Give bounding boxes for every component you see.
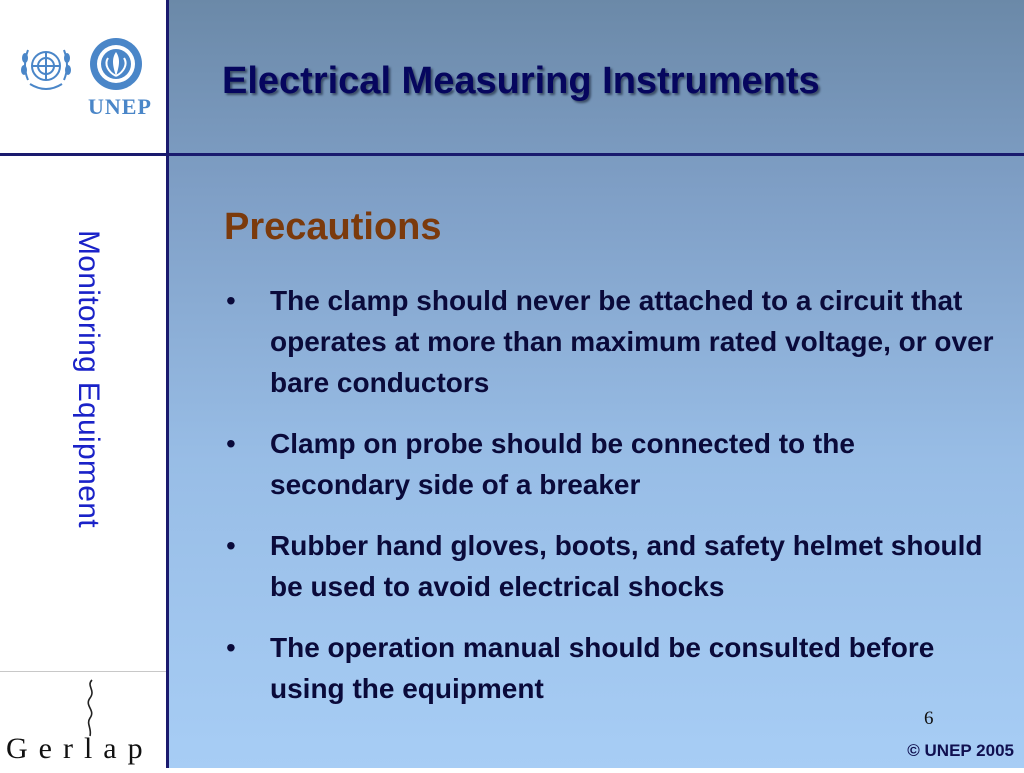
list-item [224, 280, 994, 403]
slide-title: Electrical Measuring Instruments [222, 60, 820, 102]
bullet-icon: • [226, 632, 236, 663]
unep-emblem-icon [84, 34, 148, 96]
list-item [224, 423, 994, 505]
horizontal-rule [0, 153, 1024, 156]
list-item [224, 525, 994, 607]
bullet-text: The operation manual should be consulted before using the equipment [270, 632, 935, 704]
vertical-rule [166, 0, 169, 768]
copyright-notice: © UNEP 2005 [907, 741, 1014, 760]
bullet-text: Rubber hand gloves, boots, and safety helmet should be used to avoid electrical shocks [270, 530, 983, 602]
bullet-icon: • [226, 428, 236, 459]
list-item [224, 627, 994, 709]
section-heading: Precautions [224, 206, 442, 248]
un-emblem-icon [16, 36, 76, 96]
section-label-wrap [60, 230, 116, 630]
section-label: Monitoring Equipment [72, 230, 105, 528]
bullet-list [224, 280, 994, 729]
bullet-text: Clamp on probe should be connected to the secondary side of a breaker [270, 428, 855, 500]
unep-logo-text: UNEP [88, 94, 152, 119]
bullet-icon: • [226, 285, 236, 316]
bullet-text: The clamp should never be attached to a circuit that operates at more than maximum rated voltage, or over bare conductors [270, 285, 994, 398]
gerlap-logo-mark [0, 672, 166, 768]
unep-logo [84, 34, 152, 120]
gerlap-logo [0, 672, 166, 768]
page-number: 6 [924, 708, 934, 729]
bullet-icon: • [226, 530, 236, 561]
gerlap-logo-letters: Gerlap [6, 732, 154, 765]
